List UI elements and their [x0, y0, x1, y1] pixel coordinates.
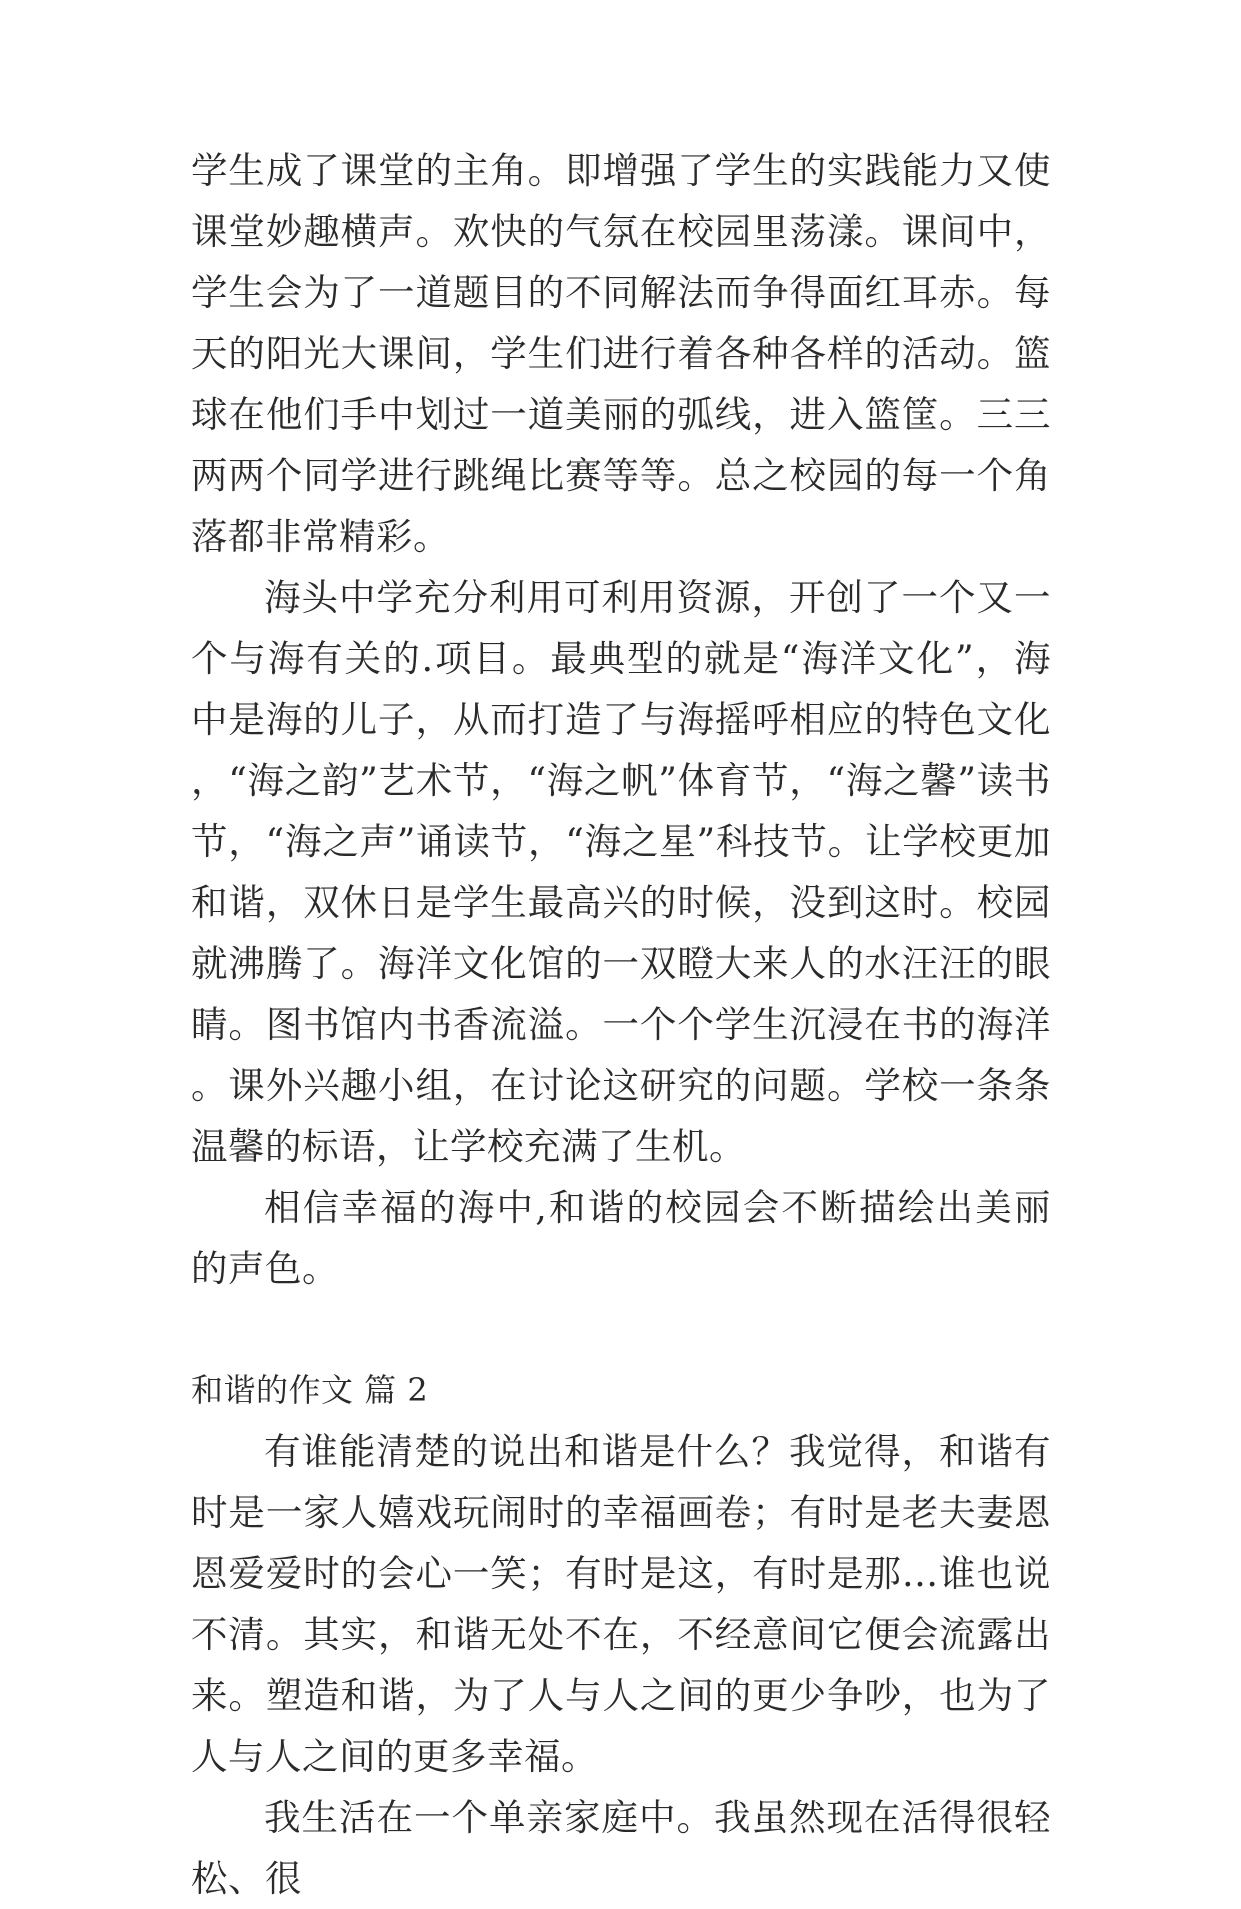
paragraph-2: 海头中学充分利用可利用资源，开创了一个又一个与海有关的.项目。最典型的就是“海洋文化”，海中是海的儿子，从而打造了与海摇呼相应的特色文化，“海之韵”艺术节，“海之帆”体育节，“海之馨”读书节，“海之声”诵读节，“海之星”科技节。让学校更加和谐，双休日是学生最高兴的时候，没到这时。校园就沸腾了。海洋文化馆的一双瞪大来人的水汪汪的眼睛。图书馆内书香流溢。一个个学生沉浸在书的海洋。课外兴趣小组，在讨论这研究的问题。学校一条条温馨的标语，让学校充满了生机。: [191, 576, 1051, 1168]
paragraph-1: 学生成了课堂的主角。即增强了学生的实践能力又使课堂妙趣横声。欢快的气氛在校园里荡漾。课间中，学生会为了一道题目的不同解法而争得面红耳赤。每天的阳光大课间，学生们进行着各种各样的活动。篮球在他们手中划过一道美丽的弧线，进入篮筐。三三两两个同学进行跳绳比赛等等。总之校园的每一个角落都非常精彩。: [191, 149, 1051, 558]
section-spacer: [191, 1299, 1051, 1360]
paragraph-3: 相信幸福的海中,和谐的校园会不断描绘出美丽的声色。: [191, 1186, 1051, 1290]
section-heading: 和谐的作文 篇 2: [191, 1371, 429, 1409]
document-body: [191, 140, 1051, 1909]
paragraph-5: 我生活在一个单亲家庭中。我虽然现在活得很轻松、很: [191, 1796, 1051, 1900]
paragraph-4: 有谁能清楚的说出和谐是什么？我觉得，和谐有时是一家人嬉戏玩闹时的幸福画卷；有时是老夫妻恩恩爱爱时的会心一笑；有时是这，有时是那…谁也说不清。其实，和谐无处不在，不经意间它便会流露出来。塑造和谐，为了人与人之间的更少争吵，也为了人与人之间的更多幸福。: [191, 1430, 1051, 1778]
